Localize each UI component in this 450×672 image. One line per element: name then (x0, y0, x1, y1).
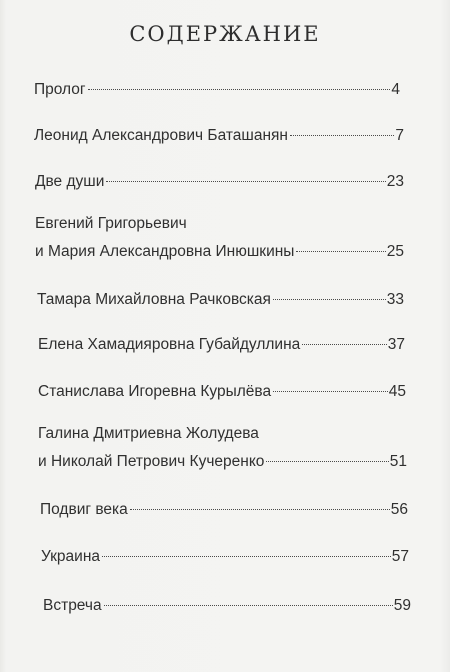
toc-page-number: 37 (387, 336, 405, 353)
toc-page-number: 25 (386, 243, 404, 260)
toc-entry-inyushkiny (35, 214, 404, 262)
toc-entry-title-line1: Евгений Григорьевич (35, 215, 187, 232)
toc-entry-kuryleva (38, 376, 406, 402)
dot-leader (266, 446, 388, 466)
toc-entry-title: Елена Хамадияровна Губайдуллина (38, 336, 301, 353)
toc-page-number: 23 (386, 173, 404, 190)
toc-entry-prologue (34, 74, 400, 100)
toc-entry-title-line2: и Мария Александровна Инюшкины (35, 243, 295, 260)
dot-leader (104, 590, 393, 610)
dot-leader (88, 74, 391, 94)
dot-leader (273, 284, 386, 304)
toc-entry-gubaydullina (38, 329, 405, 355)
toc-entry-title-line2: и Николай Петрович Кучеренко (38, 453, 265, 470)
toc-entry-title: Встреча (43, 597, 102, 614)
dot-leader (302, 329, 387, 349)
toc-page-number: 33 (386, 291, 404, 308)
toc-entry-title: Подвиг века (40, 501, 128, 518)
toc-entry-title: Станислава Игоревна Курылёва (38, 383, 272, 400)
toc-entry-batashanyan (34, 120, 404, 146)
dot-leader (273, 376, 388, 396)
toc-page-number: 45 (388, 383, 406, 400)
dot-leader (102, 541, 391, 561)
toc-page-number: 7 (395, 127, 404, 144)
toc-entry-title: Леонид Александрович Баташанян (34, 127, 288, 144)
dot-leader (106, 166, 385, 186)
toc-entry-rachkovskaya (37, 284, 404, 310)
toc-entry-ukraine (41, 541, 409, 567)
toc-entry-title-line1: Галина Дмитриевна Жолудева (38, 425, 259, 442)
toc-page-number: 57 (391, 548, 409, 565)
toc-page-number: 56 (390, 501, 408, 518)
toc-page-number: 4 (391, 81, 400, 98)
toc-page-number: 59 (393, 597, 411, 614)
dot-leader (130, 494, 390, 514)
toc-entry-two-souls (35, 166, 404, 192)
toc-entry-title: Украина (41, 548, 101, 565)
dot-leader (290, 120, 394, 140)
toc-entry-meeting (43, 590, 411, 616)
toc-entry-feat-of-century (40, 494, 408, 520)
dot-leader (296, 236, 385, 256)
toc-entry-zholudeva-kucherenko (38, 424, 407, 472)
toc-entry-title: Пролог (34, 81, 86, 98)
toc-page-number: 51 (389, 453, 407, 470)
toc-entry-title: Две души (35, 173, 105, 190)
toc-entry-title: Тамара Михайловна Рачковская (37, 291, 271, 308)
page-title: СОДЕРЖАНИЕ (129, 22, 321, 46)
